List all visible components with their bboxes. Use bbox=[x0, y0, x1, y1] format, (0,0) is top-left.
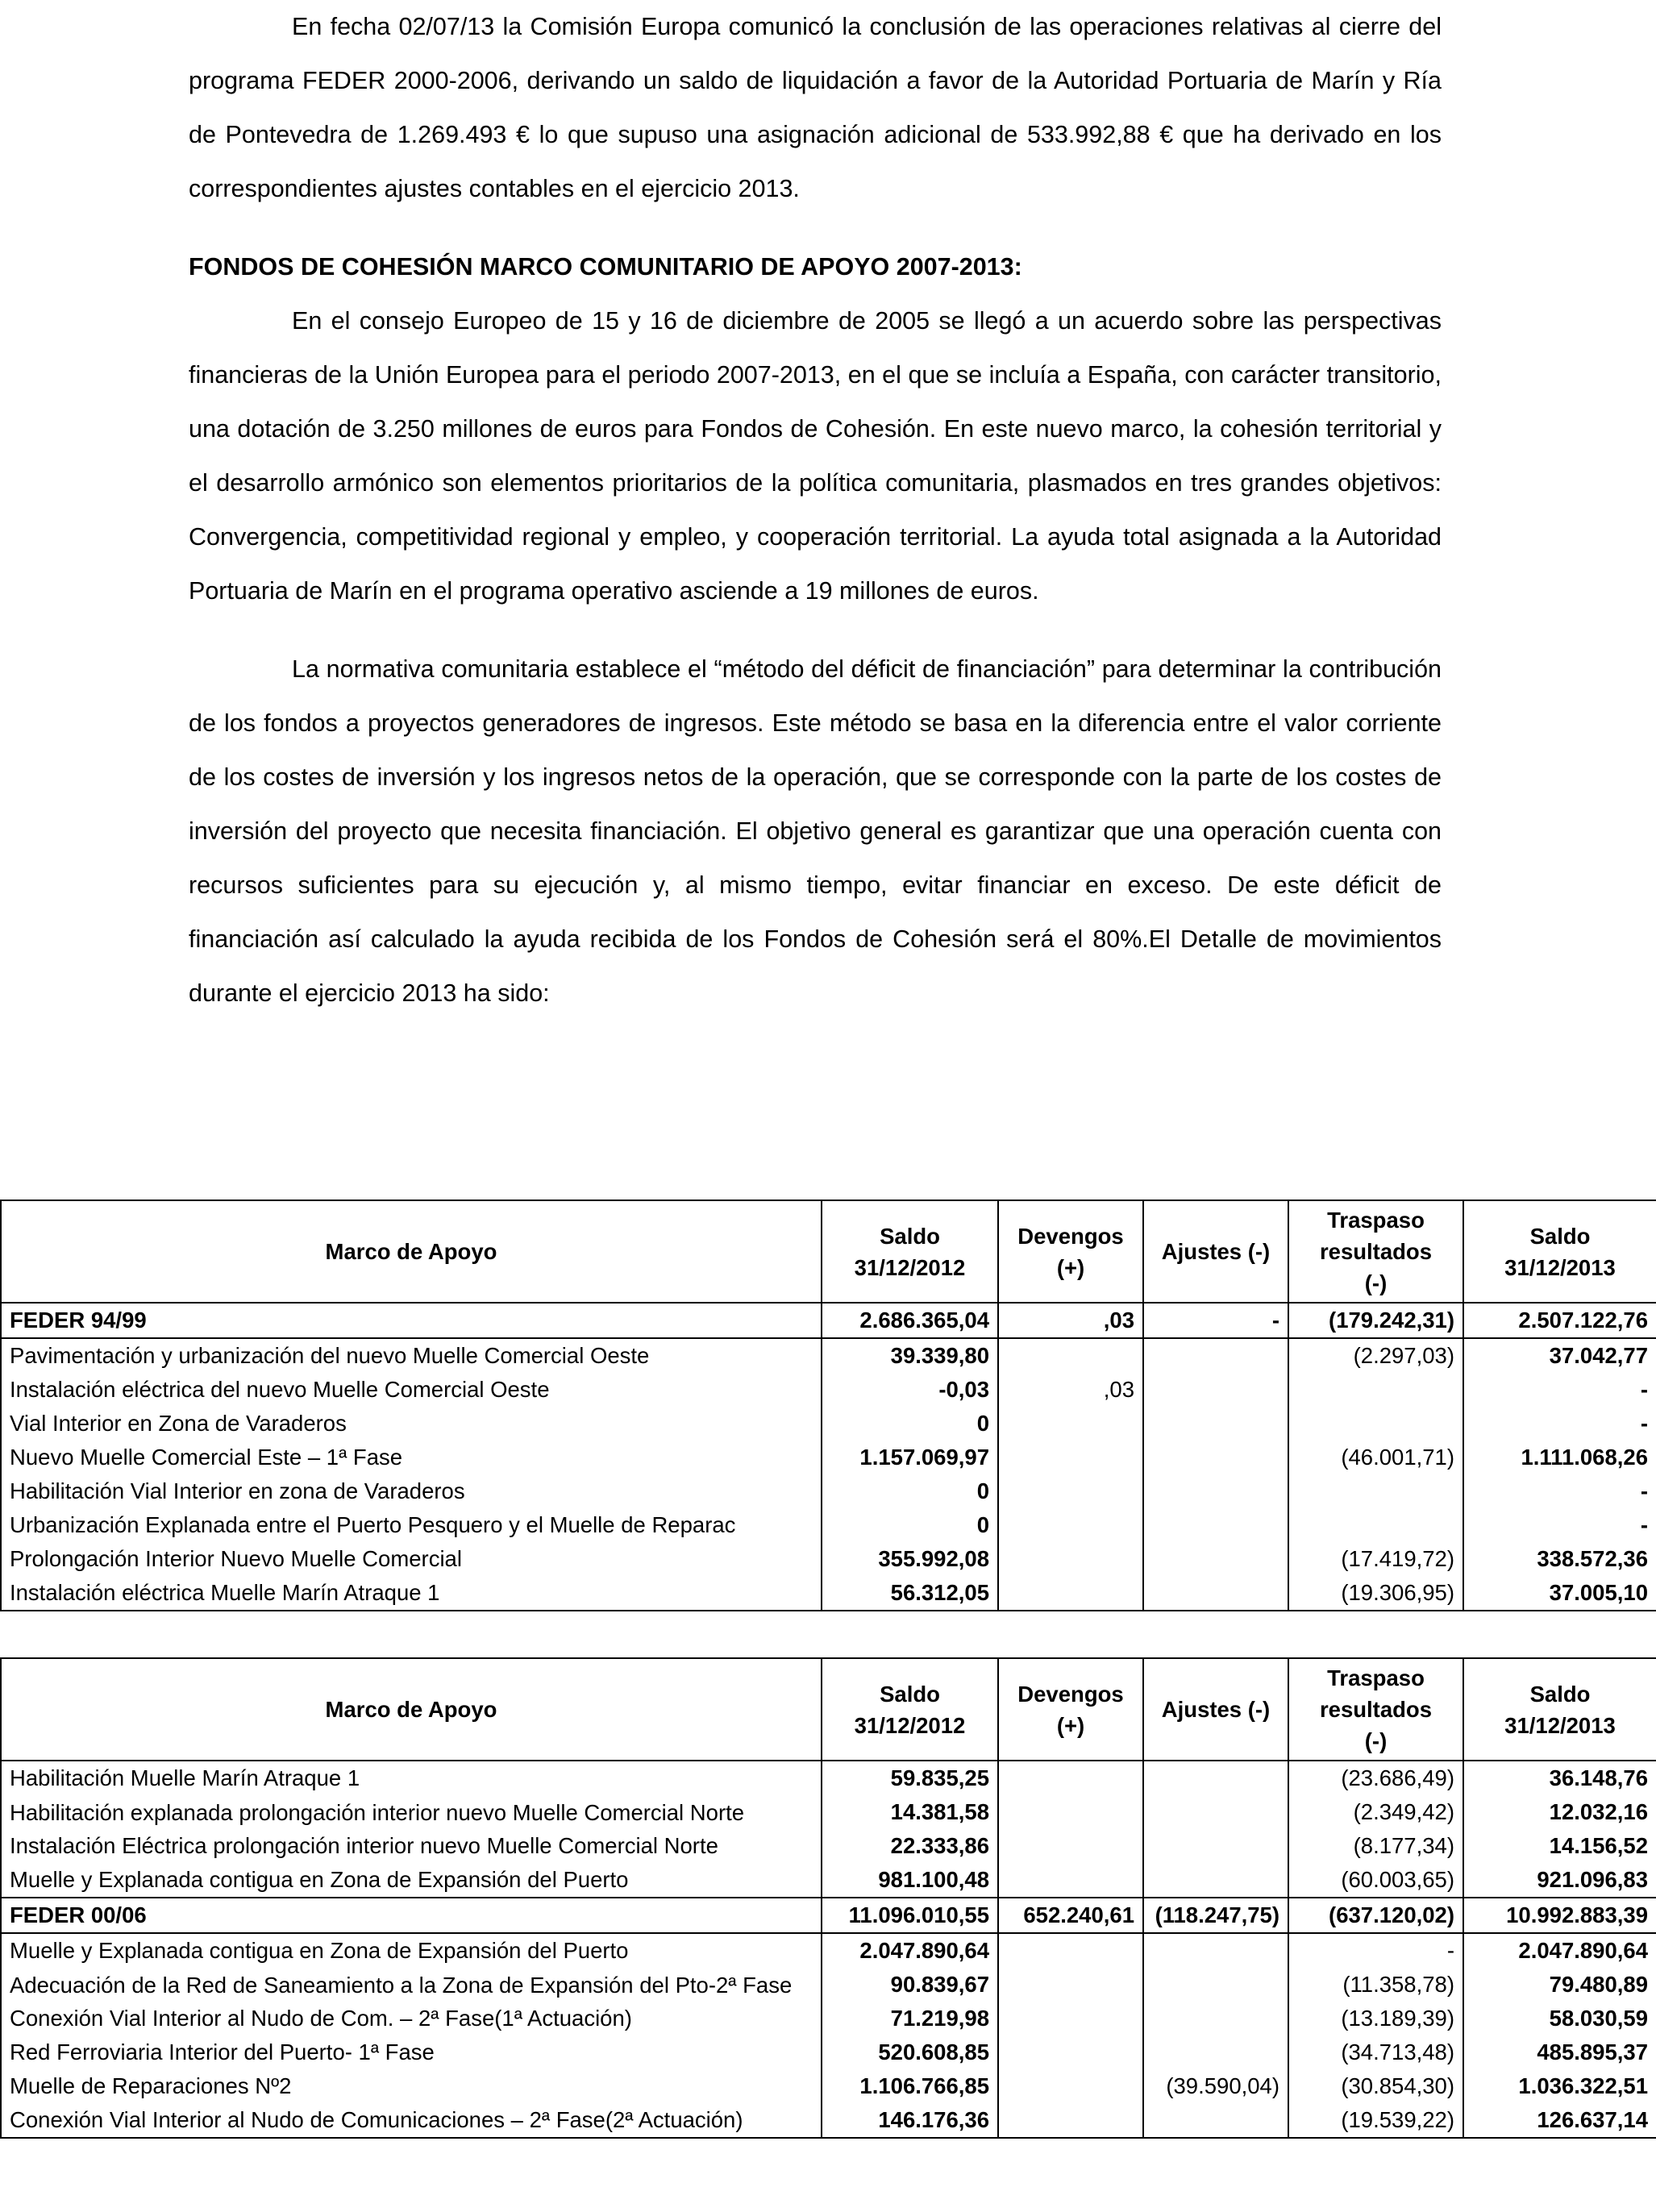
devengos-cell bbox=[998, 1441, 1143, 1474]
concept-cell: Instalación eléctrica Muelle Marín Atraque 1 bbox=[1, 1576, 822, 1611]
ajustes-cell bbox=[1143, 1968, 1288, 2002]
ajustes-cell bbox=[1143, 1933, 1288, 1968]
saldo-2012-cell: 2.686.365,04 bbox=[822, 1303, 998, 1338]
devengos-cell bbox=[998, 1795, 1143, 1829]
concept-cell: Habilitación Muelle Marín Atraque 1 bbox=[1, 1761, 822, 1795]
table-row bbox=[1, 1474, 1656, 1508]
saldo-2012-cell: 520.608,85 bbox=[822, 2035, 998, 2069]
header-devengos: Devengos (+) bbox=[998, 1200, 1143, 1303]
saldo-2012-cell: 39.339,80 bbox=[822, 1338, 998, 1373]
concept-cell: FEDER 00/06 bbox=[1, 1898, 822, 1933]
saldo-2013-cell: 338.572,36 bbox=[1463, 1542, 1656, 1576]
movements-table-2 bbox=[0, 1657, 1656, 2139]
devengos-cell bbox=[998, 2035, 1143, 2069]
traspaso-cell: (19.539,22) bbox=[1288, 2103, 1463, 2138]
concept-cell: Muelle y Explanada contigua en Zona de Expansión del Puerto bbox=[1, 1863, 822, 1898]
concept-cell: Urbanización Explanada entre el Puerto Pesquero y el Muelle de Reparac bbox=[1, 1508, 822, 1542]
saldo-2012-cell: 2.047.890,64 bbox=[822, 1933, 998, 1968]
ajustes-cell bbox=[1143, 2002, 1288, 2035]
paragraph-text: En el consejo Europeo de 15 y 16 de diciembre de 2005 se llegó a un acuerdo sobre las perspectivas financieras de la Unión Europea para el periodo 2007-2013, en el que se incluía a España, con carácter transitorio, una dotación de 3.250 millones de euros para Fondos de Cohesión. En este nuevo marco, la cohesión territorial y el desarrollo armónico son elementos prioritarios de la política comunitaria, plasmados en tres grandes objetivos: Convergencia, competitividad regional y empleo, y cooperación territorial. La ayuda total asignada a la Autoridad Portuaria de Marín en el programa operativo asciende a 19 millones de euros. bbox=[189, 307, 1442, 605]
saldo-2013-cell: - bbox=[1463, 1373, 1656, 1407]
table-row bbox=[1, 2069, 1656, 2103]
ajustes-cell bbox=[1143, 1373, 1288, 1407]
saldo-2013-cell: - bbox=[1463, 1474, 1656, 1508]
header-traspaso: Traspaso resultados (-) bbox=[1288, 1658, 1463, 1761]
concept-cell: Pavimentación y urbanización del nuevo Muelle Comercial Oeste bbox=[1, 1338, 822, 1373]
devengos-cell bbox=[998, 1933, 1143, 1968]
ajustes-cell bbox=[1143, 1441, 1288, 1474]
paragraph-cohesion-funds bbox=[189, 294, 1442, 618]
table-row bbox=[1, 1968, 1656, 2002]
saldo-2012-cell: 0 bbox=[822, 1474, 998, 1508]
traspaso-cell: (19.306,95) bbox=[1288, 1576, 1463, 1611]
devengos-cell bbox=[998, 1761, 1143, 1795]
ajustes-cell: (39.590,04) bbox=[1143, 2069, 1288, 2103]
header-saldo-2012: Saldo 31/12/2012 bbox=[822, 1658, 998, 1761]
saldo-2013-cell: 921.096,83 bbox=[1463, 1863, 1656, 1898]
concept-cell: Vial Interior en Zona de Varaderos bbox=[1, 1407, 822, 1441]
table-row bbox=[1, 1933, 1656, 1968]
ajustes-cell bbox=[1143, 2103, 1288, 2138]
saldo-2012-cell: 1.106.766,85 bbox=[822, 2069, 998, 2103]
group-total-row bbox=[1, 1898, 1656, 1933]
traspaso-cell: (46.001,71) bbox=[1288, 1441, 1463, 1474]
traspaso-cell bbox=[1288, 1474, 1463, 1508]
table-row bbox=[1, 1829, 1656, 1863]
saldo-2013-cell: 37.042,77 bbox=[1463, 1338, 1656, 1373]
saldo-2013-cell: 58.030,59 bbox=[1463, 2002, 1656, 2035]
table-row bbox=[1, 2035, 1656, 2069]
concept-cell: Conexión Vial Interior al Nudo de Com. – 2ª Fase(1ª Actuación) bbox=[1, 2002, 822, 2035]
ajustes-cell bbox=[1143, 1761, 1288, 1795]
table-row bbox=[1, 1373, 1656, 1407]
body-text bbox=[189, 0, 1442, 1021]
devengos-cell: ,03 bbox=[998, 1373, 1143, 1407]
header-concept: Marco de Apoyo bbox=[1, 1200, 822, 1303]
traspaso-cell: (23.686,49) bbox=[1288, 1761, 1463, 1795]
saldo-2013-cell: 79.480,89 bbox=[1463, 1968, 1656, 2002]
concept-cell: Instalación eléctrica del nuevo Muelle Comercial Oeste bbox=[1, 1373, 822, 1407]
saldo-2013-cell: 2.507.122,76 bbox=[1463, 1303, 1656, 1338]
table-row bbox=[1, 1542, 1656, 1576]
devengos-cell bbox=[998, 1863, 1143, 1898]
traspaso-cell: - bbox=[1288, 1933, 1463, 1968]
table-row bbox=[1, 1761, 1656, 1795]
ajustes-cell bbox=[1143, 2035, 1288, 2069]
traspaso-cell: (30.854,30) bbox=[1288, 2069, 1463, 2103]
traspaso-cell: (8.177,34) bbox=[1288, 1829, 1463, 1863]
saldo-2012-cell: 1.157.069,97 bbox=[822, 1441, 998, 1474]
ajustes-cell bbox=[1143, 1508, 1288, 1542]
devengos-cell: 652.240,61 bbox=[998, 1898, 1143, 1933]
header-saldo-2013: Saldo 31/12/2013 bbox=[1463, 1658, 1656, 1761]
traspaso-cell: (13.189,39) bbox=[1288, 2002, 1463, 2035]
section-heading: FONDOS DE COHESIÓN MARCO COMUNITARIO DE APOYO 2007-2013: bbox=[189, 253, 1022, 281]
header-saldo-2013: Saldo 31/12/2013 bbox=[1463, 1200, 1656, 1303]
saldo-2012-cell: 981.100,48 bbox=[822, 1863, 998, 1898]
table-row bbox=[1, 1338, 1656, 1373]
saldo-2012-cell: 71.219,98 bbox=[822, 2002, 998, 2035]
devengos-cell bbox=[998, 2103, 1143, 2138]
header-concept: Marco de Apoyo bbox=[1, 1658, 822, 1761]
table-header-row bbox=[1, 1200, 1656, 1303]
ajustes-cell: (118.247,75) bbox=[1143, 1898, 1288, 1933]
devengos-cell bbox=[998, 1338, 1143, 1373]
concept-cell: Conexión Vial Interior al Nudo de Comunicaciones – 2ª Fase(2ª Actuación) bbox=[1, 2103, 822, 2138]
header-ajustes: Ajustes (-) bbox=[1143, 1658, 1288, 1761]
ajustes-cell bbox=[1143, 1542, 1288, 1576]
concept-cell: Muelle de Reparaciones Nº2 bbox=[1, 2069, 822, 2103]
saldo-2012-cell: 11.096.010,55 bbox=[822, 1898, 998, 1933]
saldo-2012-cell: 146.176,36 bbox=[822, 2103, 998, 2138]
saldo-2013-cell: 12.032,16 bbox=[1463, 1795, 1656, 1829]
saldo-2013-cell: 36.148,76 bbox=[1463, 1761, 1656, 1795]
ajustes-cell: - bbox=[1143, 1303, 1288, 1338]
saldo-2012-cell: -0,03 bbox=[822, 1373, 998, 1407]
concept-cell: Instalación Eléctrica prolongación interior nuevo Muelle Comercial Norte bbox=[1, 1829, 822, 1863]
traspaso-cell bbox=[1288, 1407, 1463, 1441]
saldo-2012-cell: 0 bbox=[822, 1407, 998, 1441]
header-ajustes: Ajustes (-) bbox=[1143, 1200, 1288, 1303]
devengos-cell bbox=[998, 1576, 1143, 1611]
devengos-cell: ,03 bbox=[998, 1303, 1143, 1338]
table-row bbox=[1, 1795, 1656, 1829]
devengos-cell bbox=[998, 2069, 1143, 2103]
saldo-2012-cell: 22.333,86 bbox=[822, 1829, 998, 1863]
devengos-cell bbox=[998, 1968, 1143, 2002]
ajustes-cell bbox=[1143, 1338, 1288, 1373]
saldo-2012-cell: 14.381,58 bbox=[822, 1795, 998, 1829]
devengos-cell bbox=[998, 1407, 1143, 1441]
paragraph-text: La normativa comunitaria establece el “método del déficit de financiación” para determinar la contribución de los fondos a proyectos generadores de ingresos. Este método se basa en la diferencia entre el valor corriente de los costes de inversión y los ingresos netos de la operación, que se corresponde con la parte de los costes de inversión del proyecto que necesita financiación. El objetivo general es garantizar que una operación cuenta con recursos suficientes para su ejecución y, al mismo tiempo, evitar financiar en exceso. De este déficit de financiación así calculado la ayuda recibida de los Fondos de Cohesión será el 80%.El Detalle de movimientos durante el ejercicio 2013 ha sido: bbox=[189, 655, 1442, 1007]
saldo-2013-cell: 1.111.068,26 bbox=[1463, 1441, 1656, 1474]
header-traspaso: Traspaso resultados (-) bbox=[1288, 1200, 1463, 1303]
paragraph-feder-liquidation bbox=[189, 0, 1442, 216]
table-row bbox=[1, 1441, 1656, 1474]
traspaso-cell: (60.003,65) bbox=[1288, 1863, 1463, 1898]
concept-cell: Adecuación de la Red de Saneamiento a la Zona de Expansión del Pto-2ª Fase bbox=[1, 1968, 822, 2002]
saldo-2013-cell: 485.895,37 bbox=[1463, 2035, 1656, 2069]
ajustes-cell bbox=[1143, 1863, 1288, 1898]
traspaso-cell: (2.297,03) bbox=[1288, 1338, 1463, 1373]
devengos-cell bbox=[998, 2002, 1143, 2035]
table-header-row bbox=[1, 1658, 1656, 1761]
saldo-2013-cell: 37.005,10 bbox=[1463, 1576, 1656, 1611]
traspaso-cell: (2.349,42) bbox=[1288, 1795, 1463, 1829]
saldo-2013-cell: 14.156,52 bbox=[1463, 1829, 1656, 1863]
ajustes-cell bbox=[1143, 1474, 1288, 1508]
table-row bbox=[1, 1576, 1656, 1611]
traspaso-cell: (17.419,72) bbox=[1288, 1542, 1463, 1576]
concept-cell: Nuevo Muelle Comercial Este – 1ª Fase bbox=[1, 1441, 822, 1474]
concept-cell: Habilitación Vial Interior en zona de Varaderos bbox=[1, 1474, 822, 1508]
header-saldo-2012: Saldo 31/12/2012 bbox=[822, 1200, 998, 1303]
traspaso-cell: (179.242,31) bbox=[1288, 1303, 1463, 1338]
paragraph-text: En fecha 02/07/13 la Comisión Europa comunicó la conclusión de las operaciones relativas al cierre del programa FEDER 2000-2006, derivando un saldo de liquidación a favor de la Autoridad Portuaria de Marín y Ría de Pontevedra de 1.269.493 € lo que supuso una asignación adicional de 533.992,88 € que ha derivado en los correspondientes ajustes contables en el ejercicio 2013. bbox=[189, 13, 1442, 202]
ajustes-cell bbox=[1143, 1576, 1288, 1611]
table-row bbox=[1, 1407, 1656, 1441]
saldo-2013-cell: 126.637,14 bbox=[1463, 2103, 1656, 2138]
ajustes-cell bbox=[1143, 1829, 1288, 1863]
movements-table-1 bbox=[0, 1200, 1656, 1611]
saldo-2012-cell: 355.992,08 bbox=[822, 1542, 998, 1576]
traspaso-cell: (637.120,02) bbox=[1288, 1898, 1463, 1933]
traspaso-cell: (34.713,48) bbox=[1288, 2035, 1463, 2069]
traspaso-cell: (11.358,78) bbox=[1288, 1968, 1463, 2002]
concept-cell: Red Ferroviaria Interior del Puerto- 1ª Fase bbox=[1, 2035, 822, 2069]
concept-cell: Habilitación explanada prolongación interior nuevo Muelle Comercial Norte bbox=[1, 1795, 822, 1829]
devengos-cell bbox=[998, 1474, 1143, 1508]
saldo-2012-cell: 0 bbox=[822, 1508, 998, 1542]
header-devengos: Devengos (+) bbox=[998, 1658, 1143, 1761]
ajustes-cell bbox=[1143, 1407, 1288, 1441]
traspaso-cell bbox=[1288, 1373, 1463, 1407]
devengos-cell bbox=[998, 1829, 1143, 1863]
saldo-2012-cell: 59.835,25 bbox=[822, 1761, 998, 1795]
table-row bbox=[1, 1863, 1656, 1898]
saldo-2013-cell: 2.047.890,64 bbox=[1463, 1933, 1656, 1968]
saldo-2013-cell: - bbox=[1463, 1508, 1656, 1542]
table-row bbox=[1, 2103, 1656, 2138]
devengos-cell bbox=[998, 1508, 1143, 1542]
saldo-2013-cell: 10.992.883,39 bbox=[1463, 1898, 1656, 1933]
saldo-2012-cell: 56.312,05 bbox=[822, 1576, 998, 1611]
paragraph-deficit-method bbox=[189, 642, 1442, 1021]
group-total-row bbox=[1, 1303, 1656, 1338]
concept-cell: FEDER 94/99 bbox=[1, 1303, 822, 1338]
concept-cell: Prolongación Interior Nuevo Muelle Comercial bbox=[1, 1542, 822, 1576]
saldo-2012-cell: 90.839,67 bbox=[822, 1968, 998, 2002]
saldo-2013-cell: - bbox=[1463, 1407, 1656, 1441]
ajustes-cell bbox=[1143, 1795, 1288, 1829]
saldo-2013-cell: 1.036.322,51 bbox=[1463, 2069, 1656, 2103]
concept-cell: Muelle y Explanada contigua en Zona de Expansión del Puerto bbox=[1, 1933, 822, 1968]
traspaso-cell bbox=[1288, 1508, 1463, 1542]
table-row bbox=[1, 2002, 1656, 2035]
devengos-cell bbox=[998, 1542, 1143, 1576]
table-row bbox=[1, 1508, 1656, 1542]
